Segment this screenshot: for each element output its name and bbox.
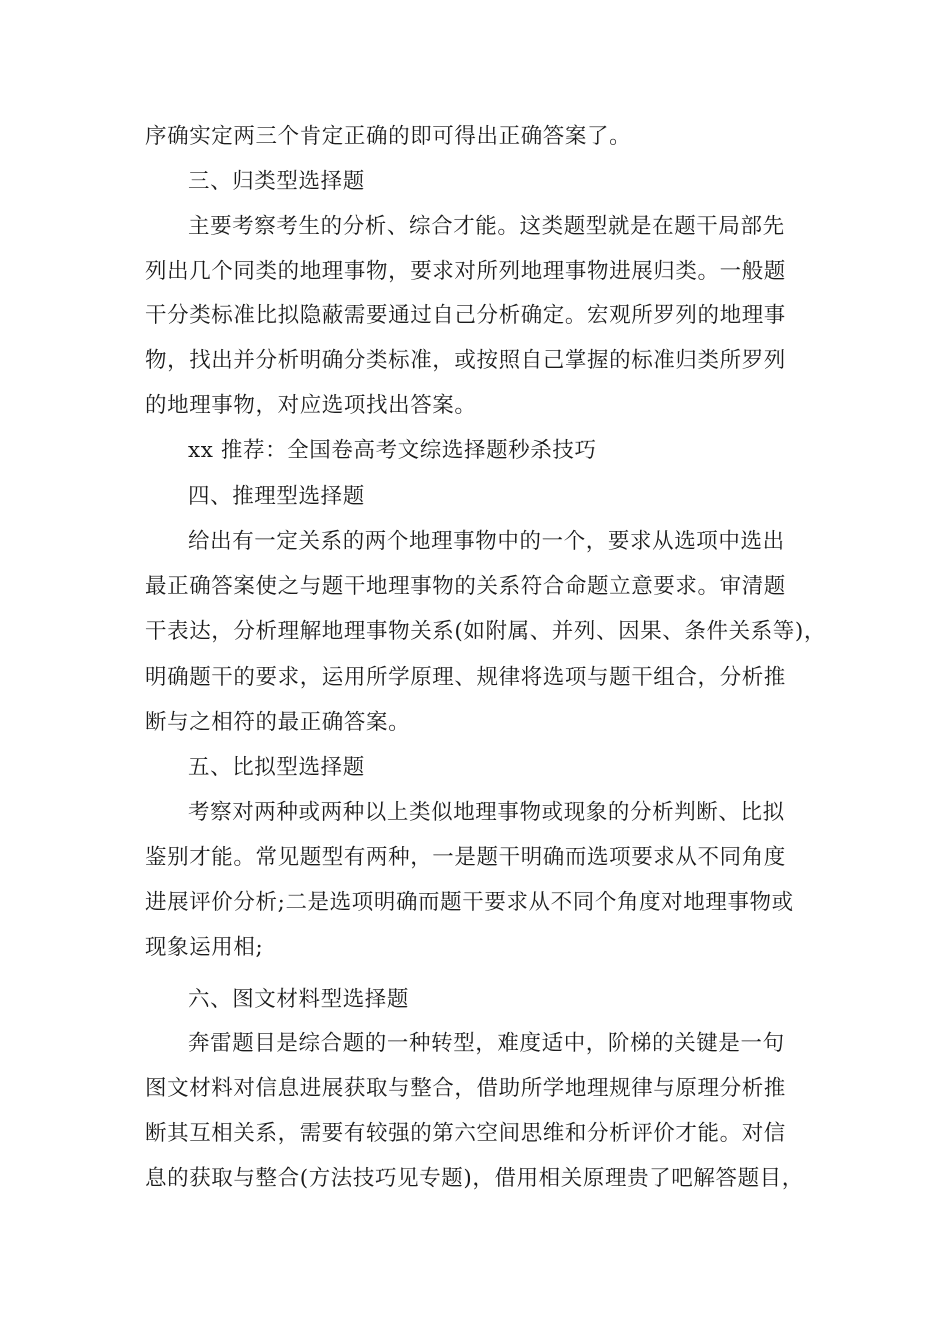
section-heading-graphic-material: 六、图文材料型选择题 xyxy=(188,987,410,1012)
paragraph-line: 给出有一定关系的两个地理事物中的一个，要求从选项中选出 xyxy=(188,529,785,554)
section-heading-comparison: 五、比拟型选择题 xyxy=(188,755,365,780)
paragraph-line: 考察对两种或两种以上类似地理事物或现象的分析判断、比拟 xyxy=(188,800,785,825)
paragraph-line: 图文材料对信息进展获取与整合，借助所学地理规律与原理分析推 xyxy=(145,1076,786,1101)
paragraph-line: 干表达，分析理解地理事物关系(如附属、并列、因果、条件关系等)， xyxy=(145,619,826,644)
recommendation-line: xx 推荐：全国卷高考文综选择题秒杀技巧 xyxy=(188,438,597,463)
paragraph-line: 列出几个同类的地理事物，要求对所列地理事物进展归类。一般题 xyxy=(145,259,786,284)
paragraph-line: 明确题干的要求，运用所学原理、规律将选项与题干组合，分析推 xyxy=(145,665,786,690)
paragraph-line: 物，找出并分析明确分类标准，或按照自己掌握的标准归类所罗列 xyxy=(145,348,786,373)
paragraph-line: 干分类标准比拟隐蔽需要通过自己分析确定。宏观所罗列的地理事 xyxy=(145,303,786,328)
paragraph-line: 断其互相关系，需要有较强的第六空间思维和分析评价才能。对信 xyxy=(145,1121,786,1146)
paragraph-line: 奔雷题目是综合题的一种转型，难度适中，阶梯的关键是一句 xyxy=(188,1031,785,1056)
paragraph-line: 断与之相符的最正确答案。 xyxy=(145,710,411,735)
paragraph-line: 最正确答案使之与题干地理事物的关系符合命题立意要求。审清题 xyxy=(145,574,786,599)
paragraph-line: 进展评价分析;二是选项明确而题干要求从不同个角度对地理事物或 xyxy=(145,890,794,915)
paragraph-line: 序确实定两三个肯定正确的即可得出正确答案了。 xyxy=(145,124,632,149)
section-heading-classification: 三、归类型选择题 xyxy=(188,169,365,194)
section-heading-reasoning: 四、推理型选择题 xyxy=(188,484,365,509)
paragraph-line: 现象运用相; xyxy=(145,935,264,960)
paragraph-line: 息的获取与整合(方法技巧见专题)，借用相关原理贵了吧解答题目， xyxy=(145,1166,804,1191)
paragraph-line: 主要考察考生的分析、综合才能。这类题型就是在题干局部先 xyxy=(188,214,785,239)
paragraph-line: 鉴别才能。常见题型有两种，一是题干明确而选项要求从不同角度 xyxy=(145,845,786,870)
paragraph-line: 的地理事物，对应选项找出答案。 xyxy=(145,393,477,418)
